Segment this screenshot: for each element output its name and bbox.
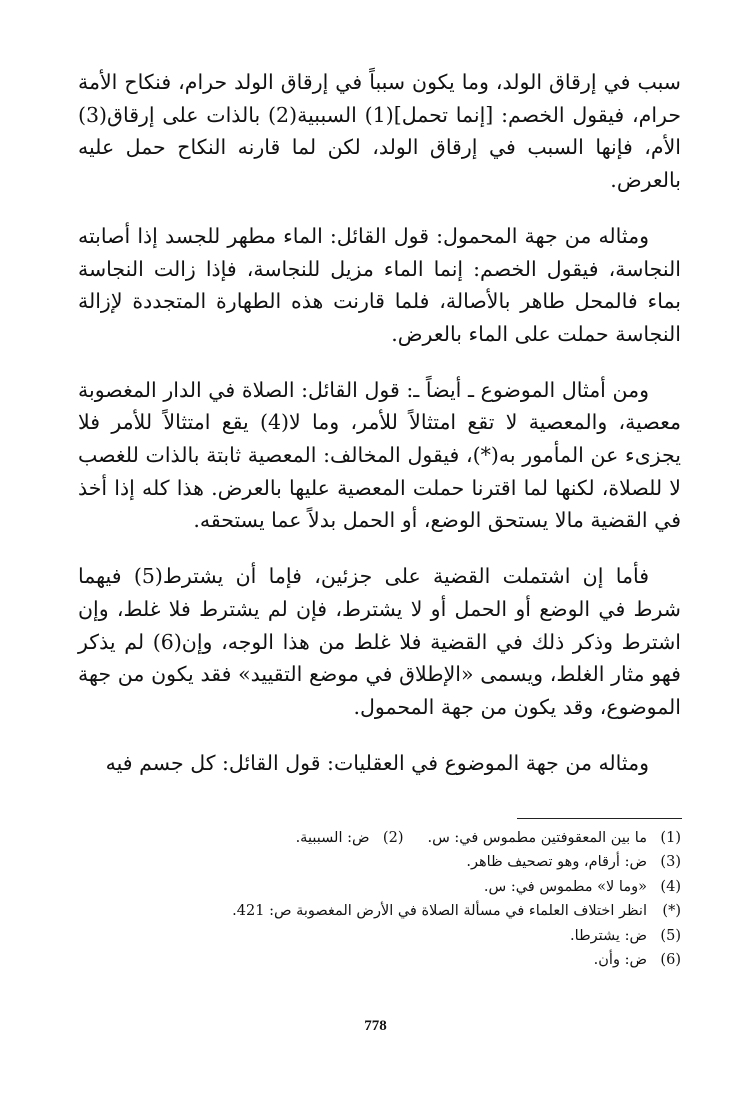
footnote-number: (*) bbox=[662, 903, 681, 920]
footnote-row bbox=[160, 826, 681, 850]
footnote-text: «وما لا» مطموس في: س. bbox=[483, 878, 647, 895]
footnote-text: انظر اختلاف العلماء في مسألة الصلاة في الأرض المغصوبة ص: 421. bbox=[232, 903, 647, 920]
paragraph-1: سبب في إرقاق الولد، وما يكون سبباً في إرقاق الولد حرام، فنكاح الأمة حرام، فيقول الخصم: [إنما تحمل](1) السببية(2) بالذات على إرقاق(3) الأم، فإنها السبب في إرقاق الولد، لكن لما قارنه النكاح حمل عليه بالعرض. bbox=[78, 70, 682, 193]
paragraph-4: فأما إن اشتملت القضية على جزئين، فإما أن يشترط(5) فيهما شرط في الوضع أو الحمل أو لا يشترط، فإن لم يشترط فلا غلط، وإن اشترط وذكر ذلك في القضية فلا غلط من هذا الوجه، وإن(6) لم يذكر فهو مثار الغلط، ويسمى «الإطلاق في موضع التقييد» فقد يكون من جهة الموضوع، وقد يكون من جهة المحمول. bbox=[78, 564, 681, 719]
paragraph-2: ومثاله من جهة المحمول: قول القائل: الماء مطهر للجسد إذا أصابته النجاسة، فيقول الخصم: إنما الماء مزيل للنجاسة، فإذا زالت النجاسة بماء فالمحل طاهر بالأصالة، فلما قارنت هذه الطهارة المتجددة لإزالة النجاسة حملت على الماء بالعرض. bbox=[78, 223, 681, 346]
page-number: 778 bbox=[364, 1018, 387, 1034]
footnote-text: ض: وأن. bbox=[593, 952, 647, 969]
footnote-separator bbox=[517, 818, 682, 819]
footnote-row bbox=[160, 948, 681, 972]
footnote-row bbox=[160, 924, 681, 948]
main-text bbox=[78, 66, 681, 802]
footnote-row bbox=[160, 875, 681, 899]
footnote-number: (1) bbox=[660, 830, 681, 846]
footnote-row bbox=[160, 850, 681, 874]
paragraph-5: ومثاله من جهة الموضوع في العقليات: قول القائل: كل جسم فيه bbox=[105, 750, 649, 775]
footnote-text: ض: أرقام، وهو تصحيف ظاهر. bbox=[466, 854, 647, 871]
footnote-number: (5) bbox=[660, 927, 681, 944]
footnote-text: ض: يشترطا. bbox=[570, 927, 647, 944]
footnote-row bbox=[160, 899, 681, 923]
footnote-text: ض: السببية. bbox=[295, 830, 370, 846]
footnote-number: (2) bbox=[382, 830, 404, 846]
footnote-text: ما بين المعقوفتين مطموس في: س. bbox=[427, 830, 647, 846]
footnotes bbox=[160, 826, 681, 972]
paragraph-3: ومن أمثال الموضوع ـ أيضاً ـ: قول القائل: الصلاة في الدار المغصوبة معصية، والمعصية لا تقع امتثالاً للأمر، وما لا(4) يقع امتثالاً للأمر فلا يجزىء عن المأمور به(*)، فيقول المخالف: المعصية ثابتة بالذات للغصب لا للصلاة، لكنها لما اقترنا حملت المعصية عليها بالعرض. هذا كله إذا أخذ في القضية مالا يستحق الوضع، أو الحمل بدلاً عما يستحقه. bbox=[78, 377, 681, 533]
footnote-number: (6) bbox=[660, 952, 681, 969]
footnote-number: (4) bbox=[660, 878, 681, 895]
footnote-number: (3) bbox=[660, 854, 681, 871]
